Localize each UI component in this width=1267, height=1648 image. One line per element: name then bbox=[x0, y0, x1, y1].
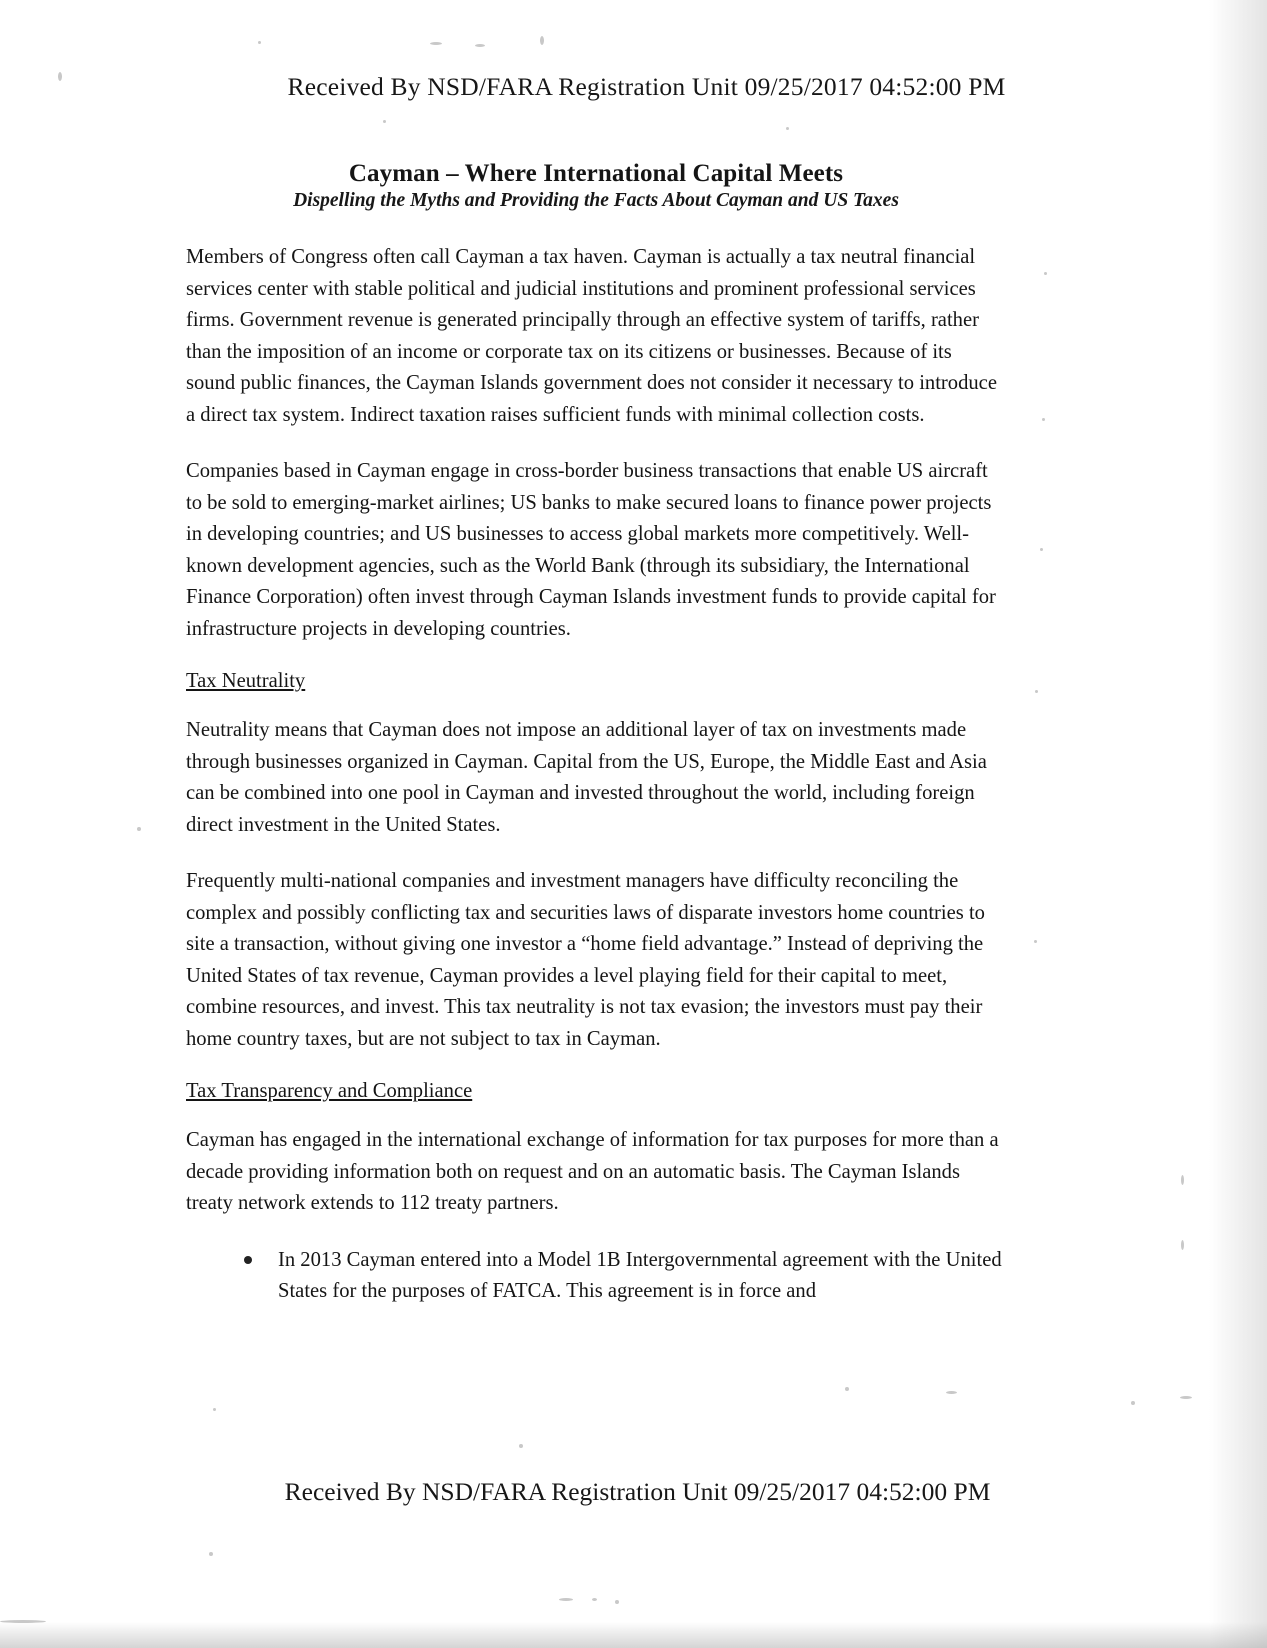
bullet-dot-icon bbox=[244, 1256, 252, 1264]
scan-bottom-shading bbox=[0, 1622, 1267, 1648]
page-title: Cayman – Where International Capital Meets bbox=[348, 160, 844, 187]
list-item bbox=[242, 1245, 1006, 1308]
fara-stamp-footer: Received By NSD/FARA Registration Unit 09/25/2017 04:52:00 PM bbox=[284, 1477, 991, 1506]
scan-speck bbox=[475, 44, 485, 47]
scan-speck bbox=[137, 827, 141, 831]
scan-speck bbox=[1035, 690, 1038, 693]
scan-speck bbox=[559, 1598, 573, 1601]
tax-transparency-paragraph-1: Cayman has engaged in the international exchange of information for tax purposes for more than a decade providing information both on request and on an automatic basis. The Cayman Islands treaty network extends to 112 treaty partners. bbox=[186, 1129, 999, 1214]
scan-speck bbox=[1044, 272, 1047, 275]
scan-speck bbox=[1131, 1401, 1135, 1405]
scan-speck bbox=[1181, 1240, 1184, 1250]
scan-speck bbox=[615, 1600, 619, 1604]
scan-speck bbox=[946, 1391, 957, 1394]
scan-speck bbox=[540, 36, 544, 45]
tax-neutrality-paragraph-2: Frequently multi-national companies and investment managers have difficulty reconciling the complex and possibly conflicting tax and securities laws of disparate investors home countries to site a transaction, without giving one investor a “home field advantage.” Instead of depriving the United States of tax revenue, Cayman provides a level playing field for their capital to meet, combine resources, and invest. This tax neutrality is not tax evasion; the investors must pay their home country taxes, but are not subject to tax in Cayman. bbox=[186, 870, 985, 1050]
scan-speck bbox=[786, 127, 789, 130]
scan-edge-shading bbox=[1209, 0, 1267, 1648]
scan-speck bbox=[519, 1444, 523, 1448]
fara-stamp-header: Received By NSD/FARA Registration Unit 09/25/2017 04:52:00 PM bbox=[287, 72, 1006, 101]
intro-paragraph-1: Members of Congress often call Cayman a tax haven. Cayman is actually a tax neutral financial services center with stable political and judicial institutions and prominent professional services firms. Government revenue is generated principally through an effective system of tariffs, rather than the imposition of an income or corporate tax on its citizens or businesses. Because of its sound public finances, the Cayman Islands government does not consider it necessary to introduce a direct tax system. Indirect taxation raises sufficient funds with minimal collection costs. bbox=[186, 246, 997, 426]
tax-transparency-bullet-list bbox=[186, 1245, 1006, 1308]
scan-speck bbox=[592, 1598, 597, 1601]
page-subtitle: Dispelling the Myths and Providing the Facts About Cayman and US Taxes bbox=[293, 190, 899, 211]
intro-paragraph-2: Companies based in Cayman engage in cross-border business transactions that enable US aircraft to be sold to emerging-market airlines; US banks to make secured loans to finance power projects in developing countries; and US businesses to access global markets more competitively. Well-known development agencies, such as the World Bank (through its subsidiary, the International Finance Corporation) often invest through Cayman Islands investment funds to provide capital for infrastructure projects in developing countries. bbox=[186, 460, 996, 640]
scan-speck bbox=[1180, 1396, 1192, 1399]
scan-speck bbox=[258, 41, 261, 44]
document-body bbox=[186, 160, 1006, 1314]
tax-neutrality-paragraph-1: Neutrality means that Cayman does not impose an additional layer of tax on investments made through businesses organized in Cayman. Capital from the US, Europe, the Middle East and Asia can be combined into one pool in Cayman and invested throughout the world, including foreign direct investment in the United States. bbox=[186, 719, 987, 836]
scan-speck bbox=[1042, 418, 1045, 421]
scan-speck bbox=[430, 42, 442, 45]
scan-speck bbox=[1040, 548, 1043, 551]
section-heading-tax-transparency: Tax Transparency and Compliance bbox=[186, 1080, 473, 1102]
scan-speck bbox=[1034, 940, 1037, 943]
scan-speck bbox=[209, 1552, 213, 1556]
scan-speck bbox=[383, 120, 386, 123]
scan-speck bbox=[845, 1387, 849, 1391]
scan-speck bbox=[1181, 1175, 1184, 1185]
section-heading-tax-neutrality: Tax Neutrality bbox=[186, 670, 306, 692]
list-item-text: In 2013 Cayman entered into a Model 1B Intergovernmental agreement with the United States for the purposes of FATCA. This agreement is in force and bbox=[278, 1248, 1002, 1302]
scan-speck bbox=[0, 1620, 46, 1623]
scan-speck bbox=[213, 1408, 216, 1411]
